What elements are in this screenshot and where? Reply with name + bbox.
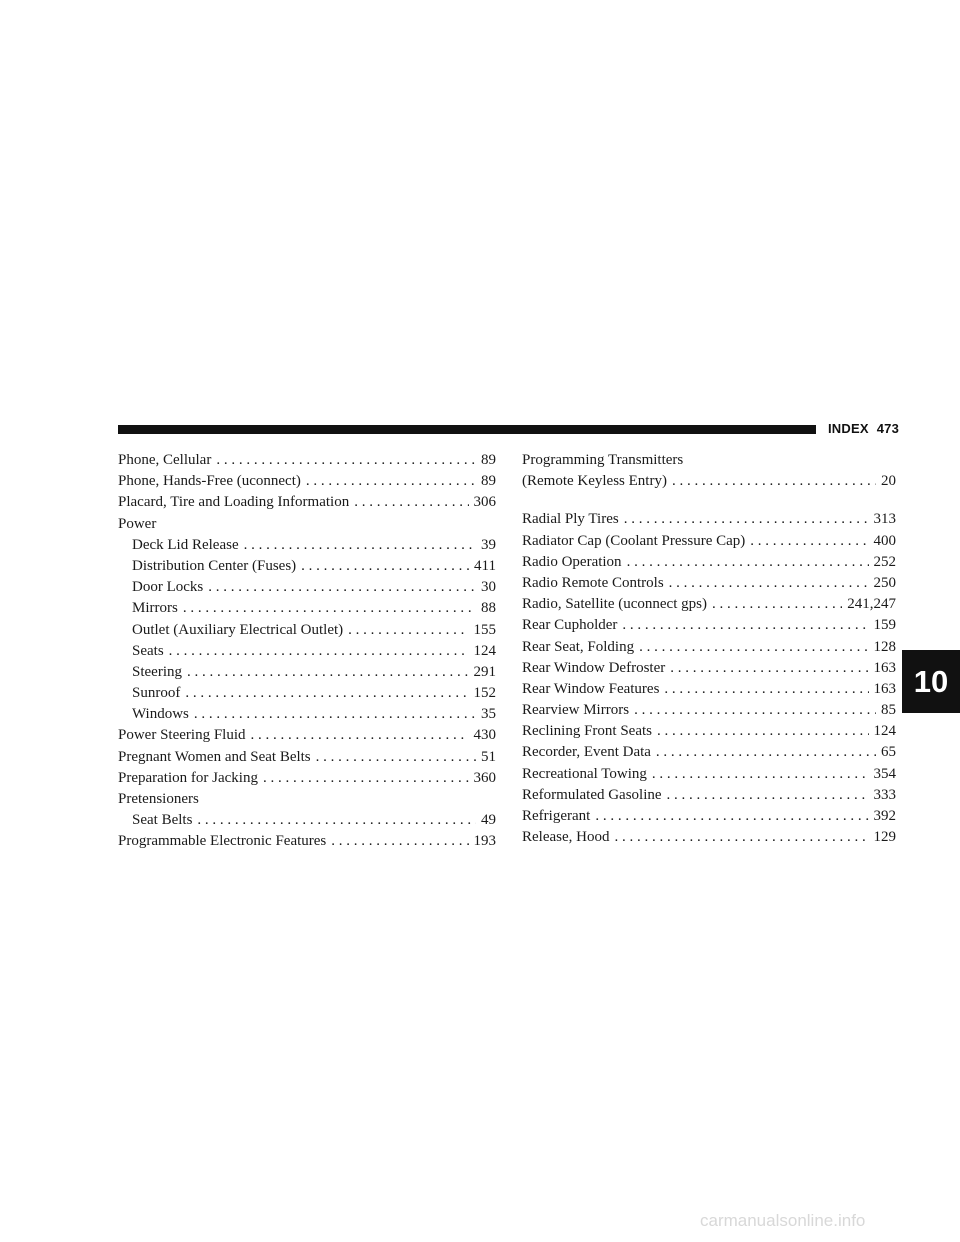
- entry-spacer: [522, 492, 896, 509]
- index-heading-programming-transmitters: Programming Transmitters: [522, 452, 684, 468]
- index-entry-seats: [118, 641, 496, 662]
- entry-label: Release, Hood: [522, 829, 610, 846]
- entry-label: Placard, Tire and Loading Information: [118, 494, 350, 511]
- entry-label: Preparation for Jacking: [118, 769, 258, 786]
- dot-leader: [306, 471, 476, 492]
- index-entry-door-locks: [118, 577, 496, 598]
- index-entry-phone-cellular: [118, 450, 496, 471]
- dot-leader: [185, 683, 468, 704]
- entry-page-number: 400: [873, 532, 896, 549]
- entry-label: Radio Operation: [522, 553, 622, 570]
- entry-page-number: 430: [473, 727, 496, 744]
- dot-leader: [354, 492, 468, 513]
- chapter-tab: [902, 650, 960, 713]
- dot-leader: [639, 637, 868, 658]
- entry-page-number: 193: [473, 833, 496, 850]
- index-entry-radio-remote-controls: [522, 573, 896, 594]
- entry-page-number: 89: [481, 473, 496, 490]
- entry-label: Steering: [132, 663, 182, 680]
- dot-leader: [197, 810, 476, 831]
- page-number: 473: [876, 421, 900, 436]
- entry-page-number: 88: [481, 600, 496, 617]
- entry-page-number: 30: [481, 579, 496, 596]
- dot-leader: [712, 594, 842, 615]
- index-heading-pretensioners: Pretensioners: [118, 791, 199, 807]
- running-header: [828, 421, 899, 436]
- entry-page-number: 159: [873, 617, 896, 634]
- entry-page-number: 360: [473, 769, 496, 786]
- entry-label: Windows: [132, 706, 189, 723]
- entry-page-number: 51: [481, 748, 496, 765]
- entry-label: Radio Remote Controls: [522, 574, 664, 591]
- dot-leader: [652, 764, 869, 785]
- index-entry-phone-hands-free-uconnect: [118, 471, 496, 492]
- dot-leader: [301, 556, 469, 577]
- entry-label: Rear Window Features: [522, 680, 660, 697]
- dot-leader: [657, 721, 869, 742]
- entry-page-number: 39: [481, 536, 496, 553]
- index-entry-pregnant-women-and-seat-belts: [118, 747, 496, 768]
- dot-leader: [187, 662, 469, 683]
- entry-label: Deck Lid Release: [132, 536, 239, 553]
- index-entry-steering: [118, 662, 496, 683]
- entry-label: Rear Seat, Folding: [522, 638, 635, 655]
- entry-page-number: 313: [873, 511, 896, 528]
- entry-page-number: 129: [873, 829, 896, 846]
- entry-page-number: 89: [481, 452, 496, 468]
- dot-leader: [263, 768, 469, 789]
- index-entry-mirrors: [118, 598, 496, 619]
- dot-leader: [614, 827, 868, 848]
- entry-label: Rear Cupholder: [522, 617, 618, 634]
- entry-label: Rearview Mirrors: [522, 702, 630, 719]
- index-entry-placard-tire-and-loading-information: [118, 492, 496, 513]
- entry-label: Reformulated Gasoline: [522, 786, 662, 803]
- entry-label: Outlet (Auxiliary Electrical Outlet): [132, 621, 344, 638]
- index-entry-refrigerant: [522, 806, 896, 827]
- index-entry-deck-lid-release: [118, 535, 496, 556]
- entry-label: Sunroof: [132, 685, 181, 702]
- entry-page-number: 49: [481, 812, 496, 829]
- dot-leader: [348, 620, 468, 641]
- index-entry-distribution-center-fuses: [118, 556, 496, 577]
- entry-label: Seats: [132, 642, 164, 659]
- entry-page-number: 252: [873, 553, 896, 570]
- index-entry-sunroof: [118, 683, 496, 704]
- entry-page-number: 163: [873, 680, 896, 697]
- entry-page-number: 65: [881, 744, 896, 761]
- header-rule: [118, 425, 816, 434]
- index-entry-windows: [118, 704, 496, 725]
- dot-leader: [194, 704, 476, 725]
- entry-label: (Remote Keyless Entry): [522, 473, 667, 490]
- entry-label: Phone, Cellular: [118, 452, 212, 468]
- dot-leader: [183, 598, 476, 619]
- dot-leader: [634, 700, 876, 721]
- index-entry-radio-satellite-uconnect-gps: [522, 594, 896, 615]
- section-title: INDEX: [828, 421, 869, 436]
- index-entry-recreational-towing: [522, 764, 896, 785]
- dot-leader: [672, 471, 876, 492]
- entry-label: Radiator Cap (Coolant Pressure Cap): [522, 532, 746, 549]
- dot-leader: [595, 806, 868, 827]
- index-entry-release-hood: [522, 827, 896, 848]
- dot-leader: [622, 615, 868, 636]
- entry-page-number: 306: [473, 494, 496, 511]
- dot-leader: [316, 747, 476, 768]
- entry-page-number: 20: [881, 473, 896, 490]
- index-entry-radial-ply-tires: [522, 509, 896, 530]
- dot-leader: [667, 785, 869, 806]
- entry-page-number: 392: [873, 808, 896, 824]
- index-column-left: [118, 450, 496, 853]
- index-entry-recorder-event-data: [522, 742, 896, 763]
- dot-leader: [216, 450, 476, 471]
- entry-page-number: 333: [873, 786, 896, 803]
- entry-label: Power Steering Fluid: [118, 727, 246, 744]
- entry-label: Door Locks: [132, 579, 204, 596]
- entry-page-number: 35: [481, 706, 496, 723]
- entry-label: Distribution Center (Fuses): [132, 557, 297, 574]
- entry-page-number: 241,247: [847, 596, 896, 613]
- index-entry-programmable-electronic-features: [118, 831, 496, 852]
- entry-page-number: 128: [873, 638, 896, 655]
- dot-leader: [624, 509, 869, 530]
- index-entry-preparation-for-jacking: [118, 768, 496, 789]
- entry-label: Mirrors: [132, 600, 178, 617]
- index-entry-radio-operation: [522, 552, 896, 573]
- dot-leader: [169, 641, 469, 662]
- entry-page-number: 354: [873, 765, 896, 782]
- index-entry-rear-window-features: [522, 679, 896, 700]
- entry-label: Radial Ply Tires: [522, 511, 619, 528]
- entry-page-number: 124: [873, 723, 896, 740]
- index-entry-reformulated-gasoline: [522, 785, 896, 806]
- entry-label: Phone, Hands-Free (uconnect): [118, 473, 301, 490]
- entry-label: Rear Window Defroster: [522, 659, 666, 676]
- entry-page-number: 152: [473, 685, 496, 702]
- entry-label: Seat Belts: [132, 812, 193, 829]
- index-column-right: [522, 450, 896, 848]
- dot-leader: [244, 535, 476, 556]
- index-entry-radiator-cap-coolant-pressure-cap: [522, 531, 896, 552]
- entry-page-number: 291: [473, 663, 496, 680]
- index-entry-reclining-front-seats: [522, 721, 896, 742]
- entry-page-number: 411: [474, 557, 496, 574]
- index-heading-power: Power: [118, 515, 157, 532]
- entry-label: Programmable Electronic Features: [118, 833, 327, 850]
- entry-page-number: 124: [473, 642, 496, 659]
- dot-leader: [627, 552, 869, 573]
- index-entry-rear-window-defroster: [522, 658, 896, 679]
- index-entry-rear-seat-folding: [522, 637, 896, 658]
- entry-page-number: 250: [873, 574, 896, 591]
- index-entry-remote-keyless-entry: [522, 471, 896, 492]
- entry-page-number: 85: [881, 702, 896, 719]
- index-entry-seat-belts: [118, 810, 496, 831]
- entry-page-number: 155: [473, 621, 496, 638]
- dot-leader: [331, 831, 468, 852]
- dot-leader: [208, 577, 476, 598]
- index-entry-power-steering-fluid: [118, 725, 496, 746]
- entry-label: Recorder, Event Data: [522, 744, 651, 761]
- dot-leader: [656, 742, 876, 763]
- entry-page-number: 163: [873, 659, 896, 676]
- dot-leader: [669, 573, 869, 594]
- index-entry-outlet-auxiliary-electrical-outlet: [118, 620, 496, 641]
- dot-leader: [251, 725, 469, 746]
- entry-label: Refrigerant: [522, 808, 591, 824]
- dot-leader: [750, 531, 868, 552]
- dot-leader: [670, 658, 868, 679]
- entry-label: Reclining Front Seats: [522, 723, 652, 740]
- entry-label: Recreational Towing: [522, 765, 647, 782]
- watermark: carmanualsonline.info: [700, 1211, 866, 1230]
- dot-leader: [664, 679, 868, 700]
- index-entry-rear-cupholder: [522, 615, 896, 636]
- entry-label: Radio, Satellite (uconnect gps): [522, 596, 707, 613]
- entry-label: Pregnant Women and Seat Belts: [118, 748, 311, 765]
- index-entry-rearview-mirrors: [522, 700, 896, 721]
- chapter-number: 10: [913, 663, 949, 699]
